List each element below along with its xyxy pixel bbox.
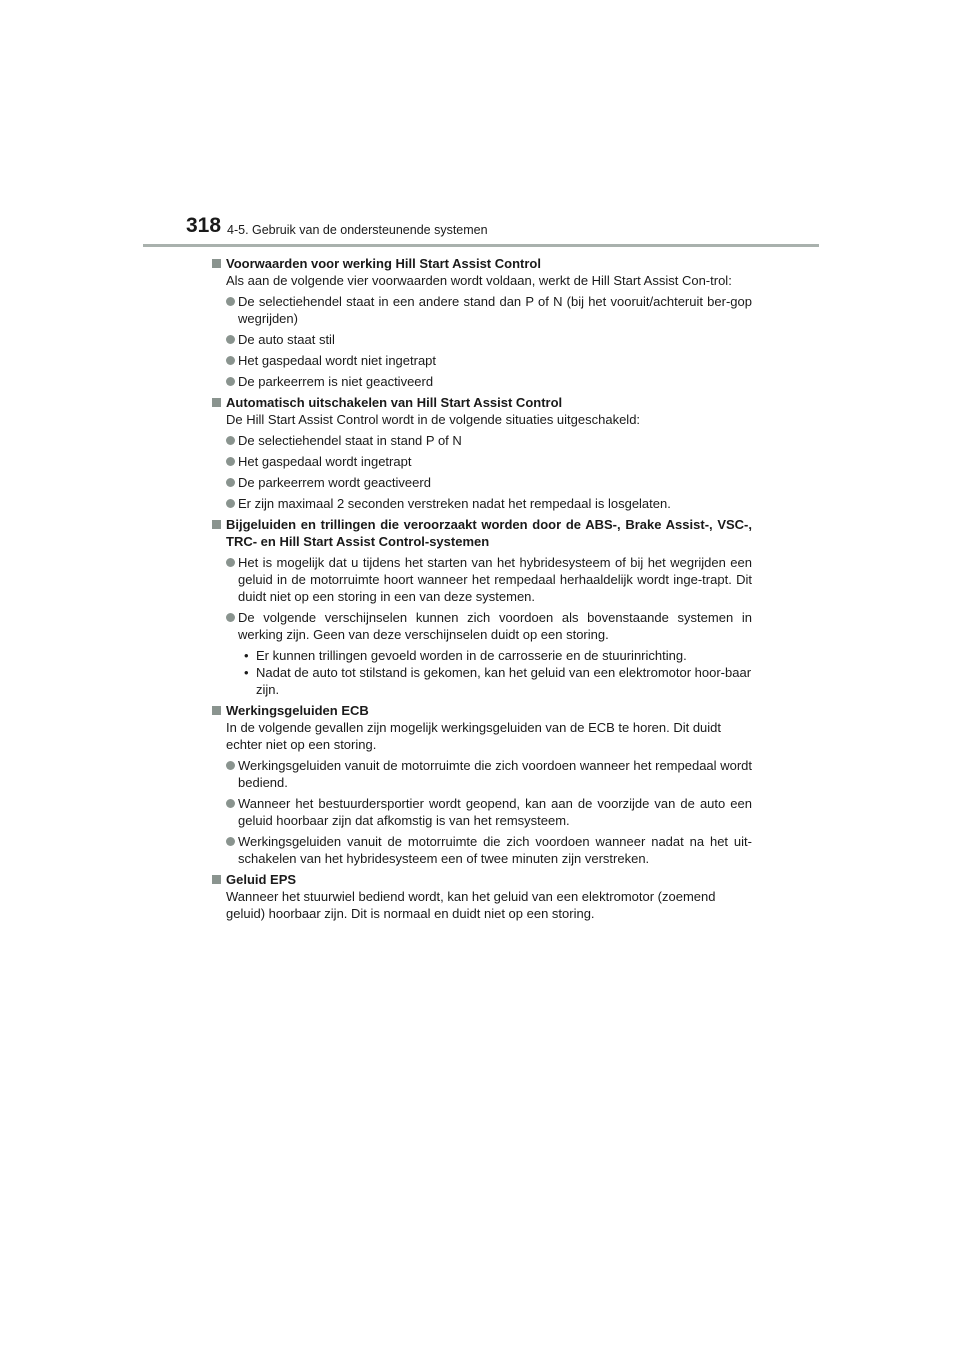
list-item: [212, 609, 752, 643]
section-ecb-noises: [212, 702, 752, 867]
section-text: Als aan de volgende vier voorwaarden wordt voldaan, werkt de Hill Start Assist Con-trol:: [226, 273, 732, 288]
list-item-text: Het gaspedaal wordt niet ingetrapt: [238, 353, 437, 368]
square-bullet-icon: [212, 706, 221, 715]
circle-bullet-icon: [226, 613, 235, 622]
section-eps-noise: [212, 871, 752, 922]
list-item: [212, 833, 752, 867]
page-content: [212, 255, 752, 922]
heading-text: Werkingsgeluiden ECB: [226, 703, 369, 718]
square-bullet-icon: [212, 875, 221, 884]
page-number: 318: [186, 214, 222, 237]
list-item-text: De parkeerrem wordt geactiveerd: [238, 475, 431, 490]
list-item-text: De parkeerrem is niet geactiveerd: [238, 374, 434, 389]
list-item: [212, 474, 752, 491]
section-text: In de volgende gevallen zijn mogelijk werkingsgeluiden van de ECB te horen. Dit duidt echter niet op een storing.: [226, 720, 722, 752]
circle-bullet-icon: [226, 356, 235, 365]
list-item: [212, 795, 752, 829]
circle-bullet-icon: [226, 377, 235, 386]
circle-bullet-icon: [226, 436, 235, 445]
heading-text: Bijgeluiden en trillingen die veroorzaakt worden door de ABS-, Brake Assist-, VSC-, TRC- en Hill Start Assist Control-systemen: [226, 517, 752, 549]
list-item-text: De selectiehendel staat in stand P of N: [238, 433, 462, 448]
circle-bullet-icon: [226, 558, 235, 567]
list-item: [212, 352, 752, 369]
small-dot-icon: •: [244, 665, 249, 680]
heading-text: Geluid EPS: [226, 872, 297, 887]
section-heading: [212, 394, 752, 411]
list-item-text: De auto staat stil: [238, 332, 335, 347]
list-item: [212, 453, 752, 470]
list-item-text: De selectiehendel staat in een andere stand dan P of N (bij het vooruit/achteruit ber-gop wegrijden): [238, 294, 752, 326]
section-heading: [212, 702, 752, 719]
section-hill-start-conditions: [212, 255, 752, 390]
section-heading: [212, 516, 752, 550]
list-item: [212, 432, 752, 449]
circle-bullet-icon: [226, 837, 235, 846]
list-item: [212, 331, 752, 348]
square-bullet-icon: [212, 259, 221, 268]
header-rule: [143, 244, 819, 247]
list-item-text: De volgende verschijnselen kunnen zich voordoen als bovenstaande systemen in werking zijn. Geen van deze verschijnselen duidt op een storing.: [238, 610, 752, 642]
circle-bullet-icon: [226, 499, 235, 508]
list-item-text: Werkingsgeluiden vanuit de motorruimte die zich voordoen wanneer het rempedaal wordt bediend.: [238, 758, 752, 790]
section-title: 4-5. Gebruik van de ondersteunende systemen: [227, 223, 488, 237]
square-bullet-icon: [212, 520, 221, 529]
circle-bullet-icon: [226, 335, 235, 344]
list-item: [212, 757, 752, 791]
section-text: De Hill Start Assist Control wordt in de volgende situaties uitgeschakeld:: [226, 412, 641, 427]
list-item-text: Wanneer het bestuurdersportier wordt geopend, kan aan de voorzijde van de auto een geluid hoorbaar zijn dat afkomstig is van het remsysteem.: [238, 796, 752, 828]
sub-list-item-text: Er kunnen trillingen gevoeld worden in de carrosserie en de stuurinrichting.: [256, 648, 687, 663]
circle-bullet-icon: [226, 457, 235, 466]
heading-text: Voorwaarden voor werking Hill Start Assist Control: [226, 256, 541, 271]
list-item: [212, 554, 752, 605]
list-item-text: Werkingsgeluiden vanuit de motorruimte die zich voordoen wanneer nadat na het uit-schakelen van het hybridesysteem een of twee minuten zijn verstreken.: [238, 834, 752, 866]
list-item: [212, 495, 752, 512]
sub-list-item: [244, 647, 752, 664]
sub-list-item-text: Nadat de auto tot stilstand is gekomen, kan het geluid van een elektromotor hoor-baar zijn.: [256, 665, 752, 697]
list-item-text: Er zijn maximaal 2 seconden verstreken nadat het rempedaal is losgelaten.: [238, 496, 671, 511]
sub-list: [212, 647, 752, 698]
circle-bullet-icon: [226, 799, 235, 808]
sub-list-item: [244, 664, 752, 698]
section-text: Wanneer het stuurwiel bediend wordt, kan het geluid van een elektromotor (zoemend geluid) hoorbaar zijn. Dit is normaal en duidt niet op een storing.: [226, 889, 716, 921]
circle-bullet-icon: [226, 761, 235, 770]
list-item: [212, 293, 752, 327]
heading-text: Automatisch uitschakelen van Hill Start Assist Control: [226, 395, 563, 410]
section-heading: [212, 871, 752, 888]
circle-bullet-icon: [226, 478, 235, 487]
small-dot-icon: •: [244, 648, 249, 663]
section-heading: [212, 255, 752, 272]
square-bullet-icon: [212, 398, 221, 407]
circle-bullet-icon: [226, 297, 235, 306]
list-item-text: Het gaspedaal wordt ingetrapt: [238, 454, 412, 469]
list-item: [212, 373, 752, 390]
section-auto-disable: [212, 394, 752, 512]
section-noises-vibrations: [212, 516, 752, 698]
list-item-text: Het is mogelijk dat u tijdens het starten van het hybridesysteem of bij het wegrijden een geluid in de motorruimte hoort wanneer het rempedaal herhaaldelijk wordt inge-trapt. Dit duidt niet op een storing in een van deze systemen.: [238, 555, 752, 604]
